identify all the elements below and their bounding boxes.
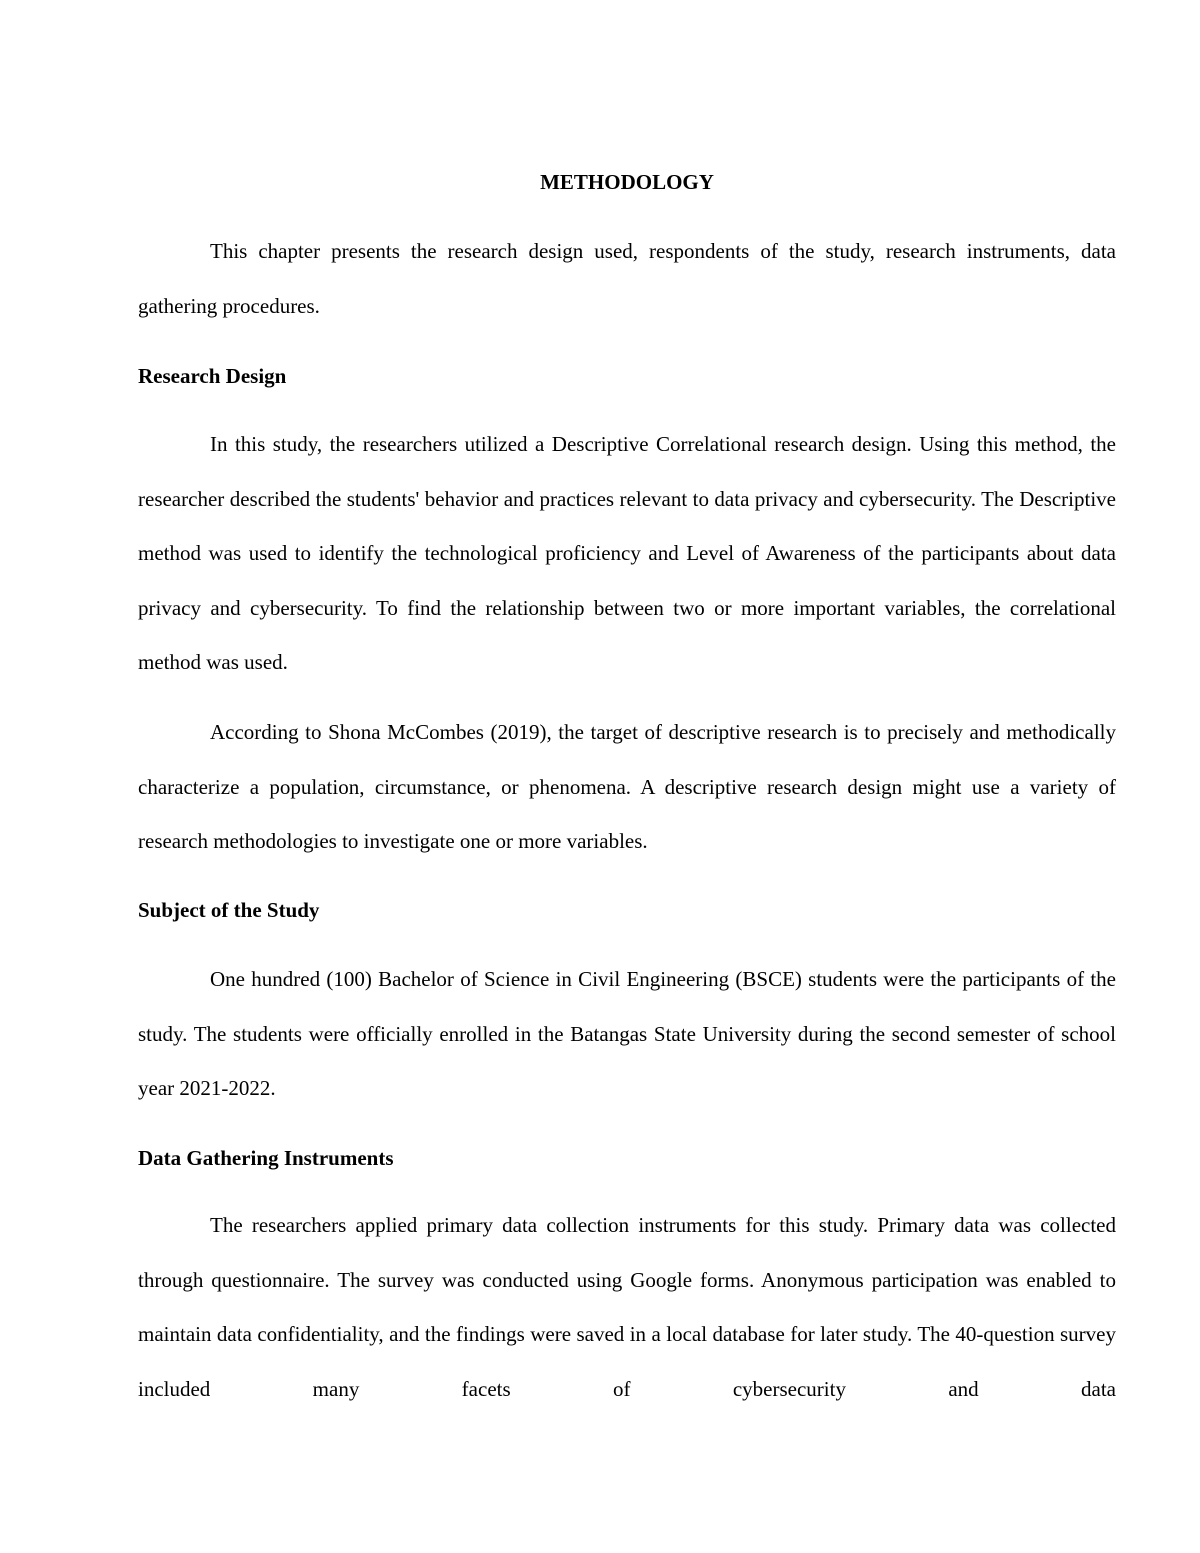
research-design-paragraph-1: In this study, the researchers utilized a Descriptive Correlational research design. Using this method, the researcher described the students' behavior and practices relevant to data privacy and cybersecurity. The Descriptive method was used to identify the technological proficiency and Level of Awareness of the participants about data privacy and cybersecurity. To find the relationship between two or more important variables, the correlational method was used. — [138, 432, 1116, 674]
data-gathering-instruments-paragraph: The researchers applied primary data collection instruments for this study. Primary data was collected through questionnaire. The survey was conducted using Google forms. Anonymous participation was enabled to maintain data confidentiality, and the findings were saved in a local database for later study. The 40-question survey included many facets of cybersecurity and data — [138, 1213, 1116, 1401]
intro-paragraph: This chapter presents the research design used, respondents of the study, research instruments, data gathering procedures. — [138, 239, 1116, 318]
research-design-paragraph-2: According to Shona McCombes (2019), the target of descriptive research is to precisely and methodically characterize a population, circumstance, or phenomena. A descriptive research design might use a variety of research methodologies to investigate one or more variables. — [138, 720, 1116, 853]
section-heading-research-design: Research Design — [138, 364, 287, 388]
page-title: METHODOLOGY — [540, 170, 714, 194]
subject-of-study-paragraph: One hundred (100) Bachelor of Science in Civil Engineering (BSCE) students were the participants of the study. The students were officially enrolled in the Batangas State University during the second semester of school year 2021-2022. — [138, 967, 1116, 1100]
section-heading-data-gathering-instruments: Data Gathering Instruments — [138, 1146, 394, 1170]
section-heading-subject-of-study: Subject of the Study — [138, 898, 320, 922]
